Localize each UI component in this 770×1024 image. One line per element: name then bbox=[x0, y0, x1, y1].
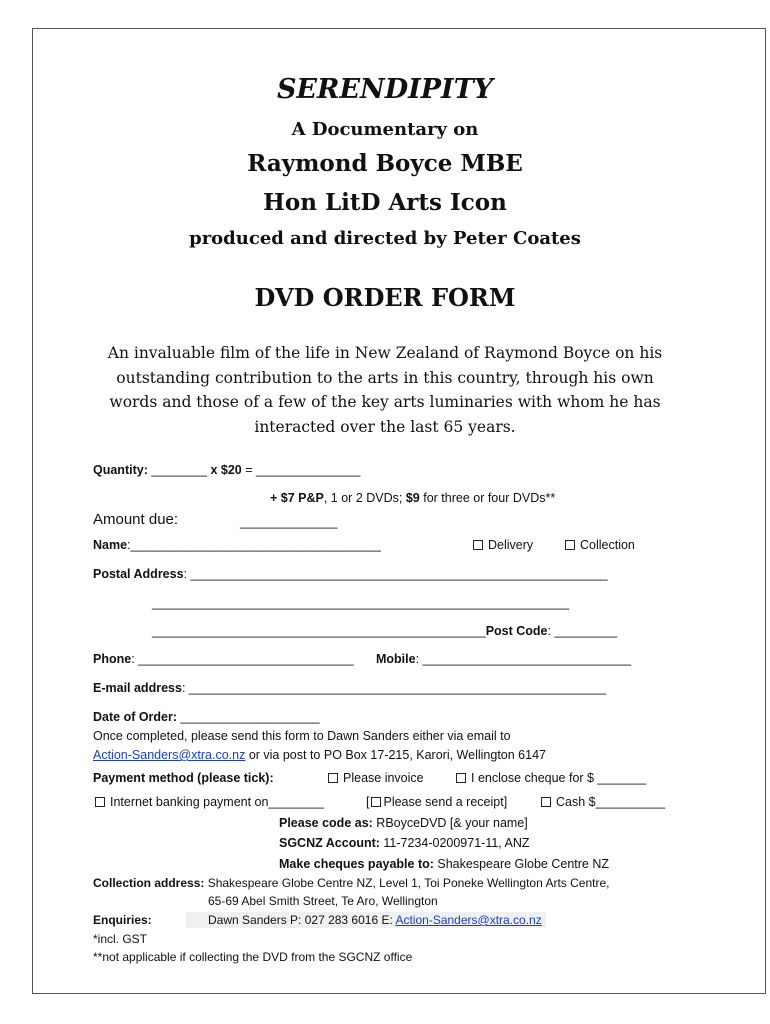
enquiries-label: Enquiries: bbox=[93, 913, 152, 927]
name-row bbox=[93, 538, 381, 552]
postcode-field[interactable]: : _________ bbox=[547, 624, 618, 638]
checkbox-icon[interactable] bbox=[95, 797, 105, 807]
checkbox-icon[interactable] bbox=[473, 540, 483, 550]
account-value: 11-7234-0200971-11, ANZ bbox=[379, 836, 530, 850]
cash-option[interactable] bbox=[541, 795, 665, 809]
postal-address-field-3[interactable]: ________________________________________________ bbox=[152, 624, 486, 638]
postage-large-label: $9 bbox=[405, 491, 420, 505]
email-label: E-mail address bbox=[93, 681, 182, 695]
checkbox-icon[interactable] bbox=[371, 797, 381, 807]
collection-address-row bbox=[93, 876, 609, 890]
cheque-label: I enclose cheque for $ _______ bbox=[471, 771, 647, 785]
phone-row bbox=[93, 652, 354, 666]
send-instructions: Once completed, please send this form to Dawn Sanders either via email to bbox=[93, 729, 511, 743]
collection-address-line2: 65-69 Abel Smith Street, Te Aro, Wellington bbox=[208, 894, 438, 908]
postcode-label: Post Code bbox=[485, 624, 548, 638]
checkbox-icon[interactable] bbox=[565, 540, 575, 550]
enquiries-text: Dawn Sanders P: 027 283 6016 E: bbox=[208, 913, 396, 927]
enquiries-contact bbox=[186, 912, 546, 928]
enquiries-email-link[interactable]: Action-Sanders@xtra.co.nz bbox=[395, 913, 542, 927]
document-title: SERENDIPITY bbox=[276, 74, 494, 105]
checkbox-icon[interactable] bbox=[456, 773, 466, 783]
mobile-row bbox=[376, 652, 631, 666]
receipt-bracket: [ bbox=[366, 795, 370, 809]
mobile-label: Mobile bbox=[376, 652, 416, 666]
amount-due-label: Amount due bbox=[93, 511, 174, 528]
name-field[interactable]: :____________________________________ bbox=[127, 538, 381, 552]
collection-address-line1: Shakespeare Globe Centre NZ, Level 1, Toi Poneke Wellington Arts Centre, bbox=[204, 876, 610, 890]
postcode-row bbox=[152, 624, 617, 638]
postage-row bbox=[270, 491, 555, 505]
delivery-label: Delivery bbox=[488, 538, 534, 552]
amount-due-colon: : bbox=[173, 511, 179, 528]
collection-label: Collection bbox=[580, 538, 635, 552]
cheque-option[interactable] bbox=[456, 771, 646, 785]
account-label: SGCNZ Account: bbox=[279, 836, 380, 850]
email-field[interactable]: : ____________________________________________________________ bbox=[181, 681, 606, 695]
subject-honours: Hon LitD Arts Icon bbox=[263, 189, 507, 216]
cash-label: Cash $__________ bbox=[556, 795, 666, 809]
intro-paragraph bbox=[90, 341, 680, 439]
amount-due-field[interactable]: ______________ bbox=[240, 515, 338, 529]
internet-banking-option[interactable] bbox=[95, 795, 324, 809]
subject-name: Raymond Boyce MBE bbox=[247, 150, 523, 177]
payment-code-label: Please code as: bbox=[279, 816, 373, 830]
payable-label: Make cheques payable to: bbox=[279, 857, 434, 871]
gst-note: *incl. GST bbox=[93, 932, 148, 946]
collection-option[interactable] bbox=[565, 538, 635, 552]
collection-note: **not applicable if collecting the DVD from the SGCNZ office bbox=[93, 950, 413, 964]
credits-line: produced and directed by Peter Coates bbox=[189, 228, 581, 249]
document-subtitle: A Documentary on bbox=[291, 119, 479, 140]
date-field[interactable]: ____________________ bbox=[180, 710, 320, 724]
unit-price: x $20 bbox=[210, 463, 242, 477]
postage-small-label: + $7 P&P bbox=[270, 491, 324, 505]
payment-code-row bbox=[279, 816, 528, 830]
subtotal-field[interactable]: _______________ bbox=[256, 463, 361, 477]
equals-sign: = bbox=[245, 463, 253, 477]
account-row bbox=[279, 836, 530, 850]
email-row bbox=[93, 681, 606, 695]
postal-address-label: Postal Address bbox=[93, 567, 184, 581]
postal-address-field[interactable]: : ____________________________________________________________ bbox=[183, 567, 608, 581]
phone-label: Phone bbox=[93, 652, 132, 666]
intro-line: words and those of a few of the key arts luminaries with whom he has bbox=[109, 393, 661, 411]
invoice-label: Please invoice bbox=[343, 771, 424, 785]
quantity-row bbox=[93, 463, 360, 477]
payment-method-label: Payment method (please tick): bbox=[93, 771, 274, 785]
postage-large-text: for three or four DVDs** bbox=[419, 491, 556, 505]
payable-row bbox=[279, 857, 609, 871]
payable-value: Shakespeare Globe Centre NZ bbox=[433, 857, 610, 871]
checkbox-icon[interactable] bbox=[328, 773, 338, 783]
intro-line: outstanding contribution to the arts in this country, through his own bbox=[116, 368, 654, 387]
quantity-label: Quantity: bbox=[93, 463, 148, 477]
delivery-option[interactable] bbox=[473, 538, 533, 552]
date-row bbox=[93, 710, 320, 724]
form-title: DVD ORDER FORM bbox=[254, 283, 516, 312]
name-label: Name bbox=[93, 538, 128, 552]
checkbox-icon[interactable] bbox=[541, 797, 551, 807]
invoice-option[interactable] bbox=[328, 771, 424, 785]
send-address-row bbox=[93, 748, 546, 762]
date-label: Date of Order: bbox=[93, 710, 178, 724]
postal-address-field-2[interactable]: ____________________________________________________________ bbox=[152, 596, 570, 610]
phone-field[interactable]: : _______________________________ bbox=[131, 652, 354, 666]
payment-code-value: RBoyceDVD [& your name] bbox=[372, 816, 528, 830]
collection-address-label: Collection address: bbox=[93, 876, 205, 890]
intro-line: interacted over the last 65 years. bbox=[254, 417, 516, 436]
receipt-label: Please send a receipt] bbox=[383, 795, 508, 809]
amount-due-label-row bbox=[93, 511, 178, 528]
mobile-field[interactable]: : ______________________________ bbox=[415, 652, 632, 666]
intro-line: An invaluable film of the life in New Zealand of Raymond Boyce on his bbox=[107, 344, 663, 362]
receipt-option[interactable] bbox=[366, 795, 507, 809]
quantity-field[interactable]: ________ bbox=[151, 463, 207, 477]
postal-address-row bbox=[93, 567, 608, 581]
postage-small-text: , 1 or 2 DVDs; bbox=[323, 491, 406, 505]
post-address: or via post to PO Box 17-215, Karori, Wellington 6147 bbox=[245, 748, 546, 762]
email-link[interactable]: Action-Sanders@xtra.co.nz bbox=[93, 748, 246, 762]
internet-banking-label: Internet banking payment on________ bbox=[110, 795, 325, 809]
